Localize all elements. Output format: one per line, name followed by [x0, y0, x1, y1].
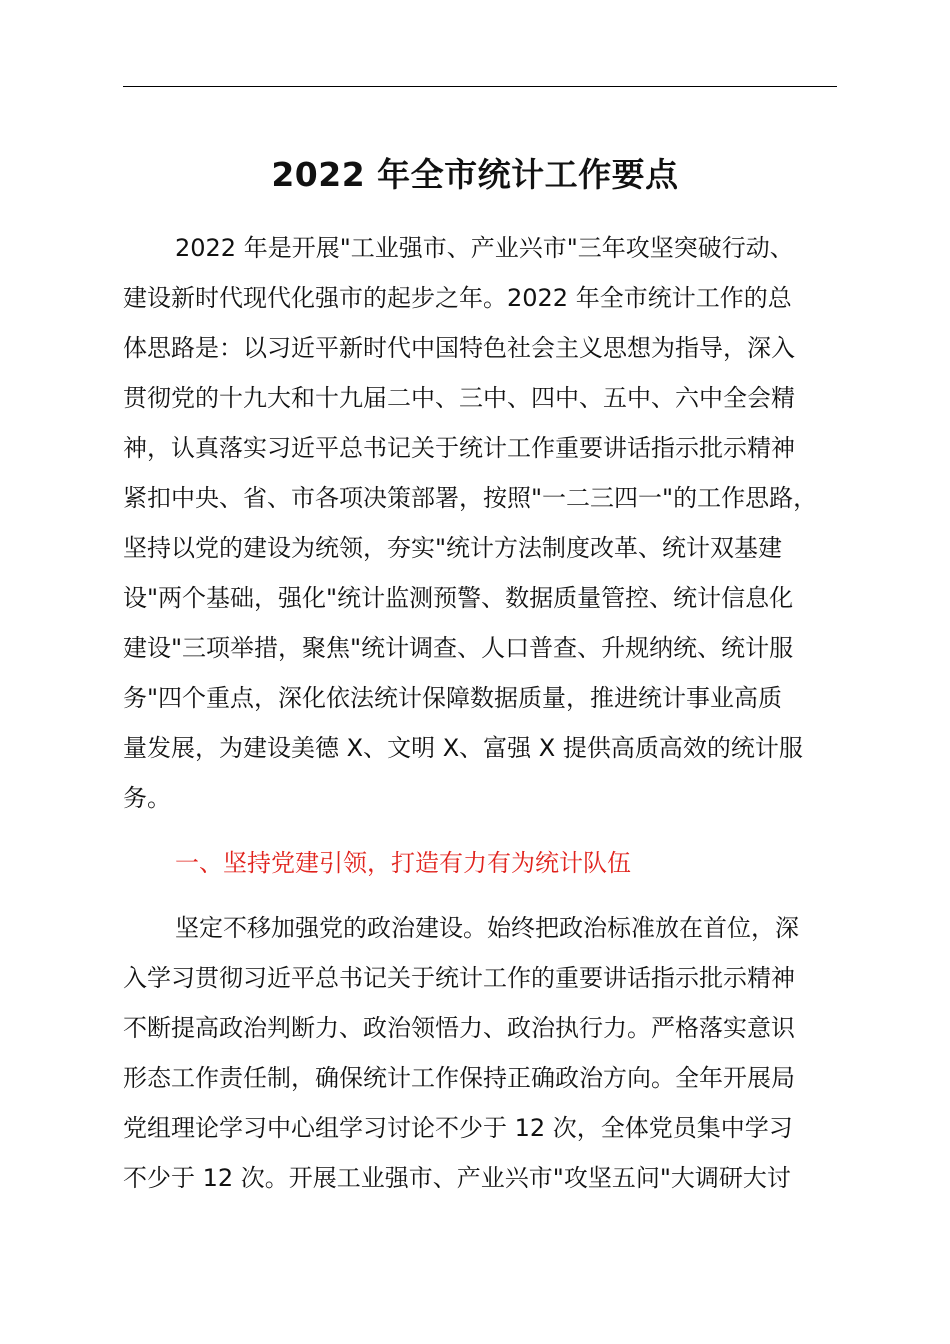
text-line: 神，认真落实习近平总书记关于统计工作重要讲话指示批示精神 [123, 434, 795, 462]
text-line: 党组理论学习中心组学习讨论不少于 12 次，全体党员集中学习 [123, 1114, 793, 1142]
text-line: 不断提高政治判断力、政治领悟力、政治执行力。严格落实意识 [123, 1014, 795, 1042]
text-line: 务。 [123, 784, 171, 812]
text-line: 坚持以党的建设为统领，夯实"统计方法制度改革、统计双基建 [123, 534, 783, 562]
text-line: 坚定不移加强党的政治建设。始终把政治标准放在首位，深 [175, 914, 799, 942]
text-line: 设"两个基础，强化"统计监测预警、数据质量管控、统计信息化 [123, 584, 794, 612]
text-line: 入学习贯彻习近平总书记关于统计工作的重要讲话指示批示精神 [123, 964, 795, 992]
header-rule [123, 86, 837, 87]
section-heading: 一、坚持党建引领，打造有力有为统计队伍 [175, 849, 631, 877]
text-line: 2022 年是开展"工业强市、产业兴市"三年攻坚突破行动、 [175, 234, 794, 262]
text-line: 量发展，为建设美德 X、文明 X、富强 X 提供高质高效的统计服 [123, 734, 803, 762]
text-line: 务"四个重点，深化依法统计保障数据质量，推进统计事业高质 [123, 684, 783, 712]
text-line: 不少于 12 次。开展工业强市、产业兴市"攻坚五问"大调研大讨 [123, 1164, 791, 1192]
text-line: 形态工作责任制，确保统计工作保持正确政治方向。全年开展局 [123, 1064, 795, 1092]
text-line: 建设新时代现代化强市的起步之年。2022 年全市统计工作的总 [123, 284, 792, 312]
document-title: 2022 年全市统计工作要点 [271, 155, 679, 194]
text-line: 紧扣中央、省、市各项决策部署，按照"一二三四一"的工作思路， [123, 484, 818, 512]
text-line: 体思路是：以习近平新时代中国特色社会主义思想为指导，深入 [123, 334, 795, 362]
text-line: 建设"三项举措，聚焦"统计调查、人口普查、升规纳统、统计服 [123, 634, 794, 662]
text-line: 贯彻党的十九大和十九届二中、三中、四中、五中、六中全会精 [123, 384, 795, 412]
